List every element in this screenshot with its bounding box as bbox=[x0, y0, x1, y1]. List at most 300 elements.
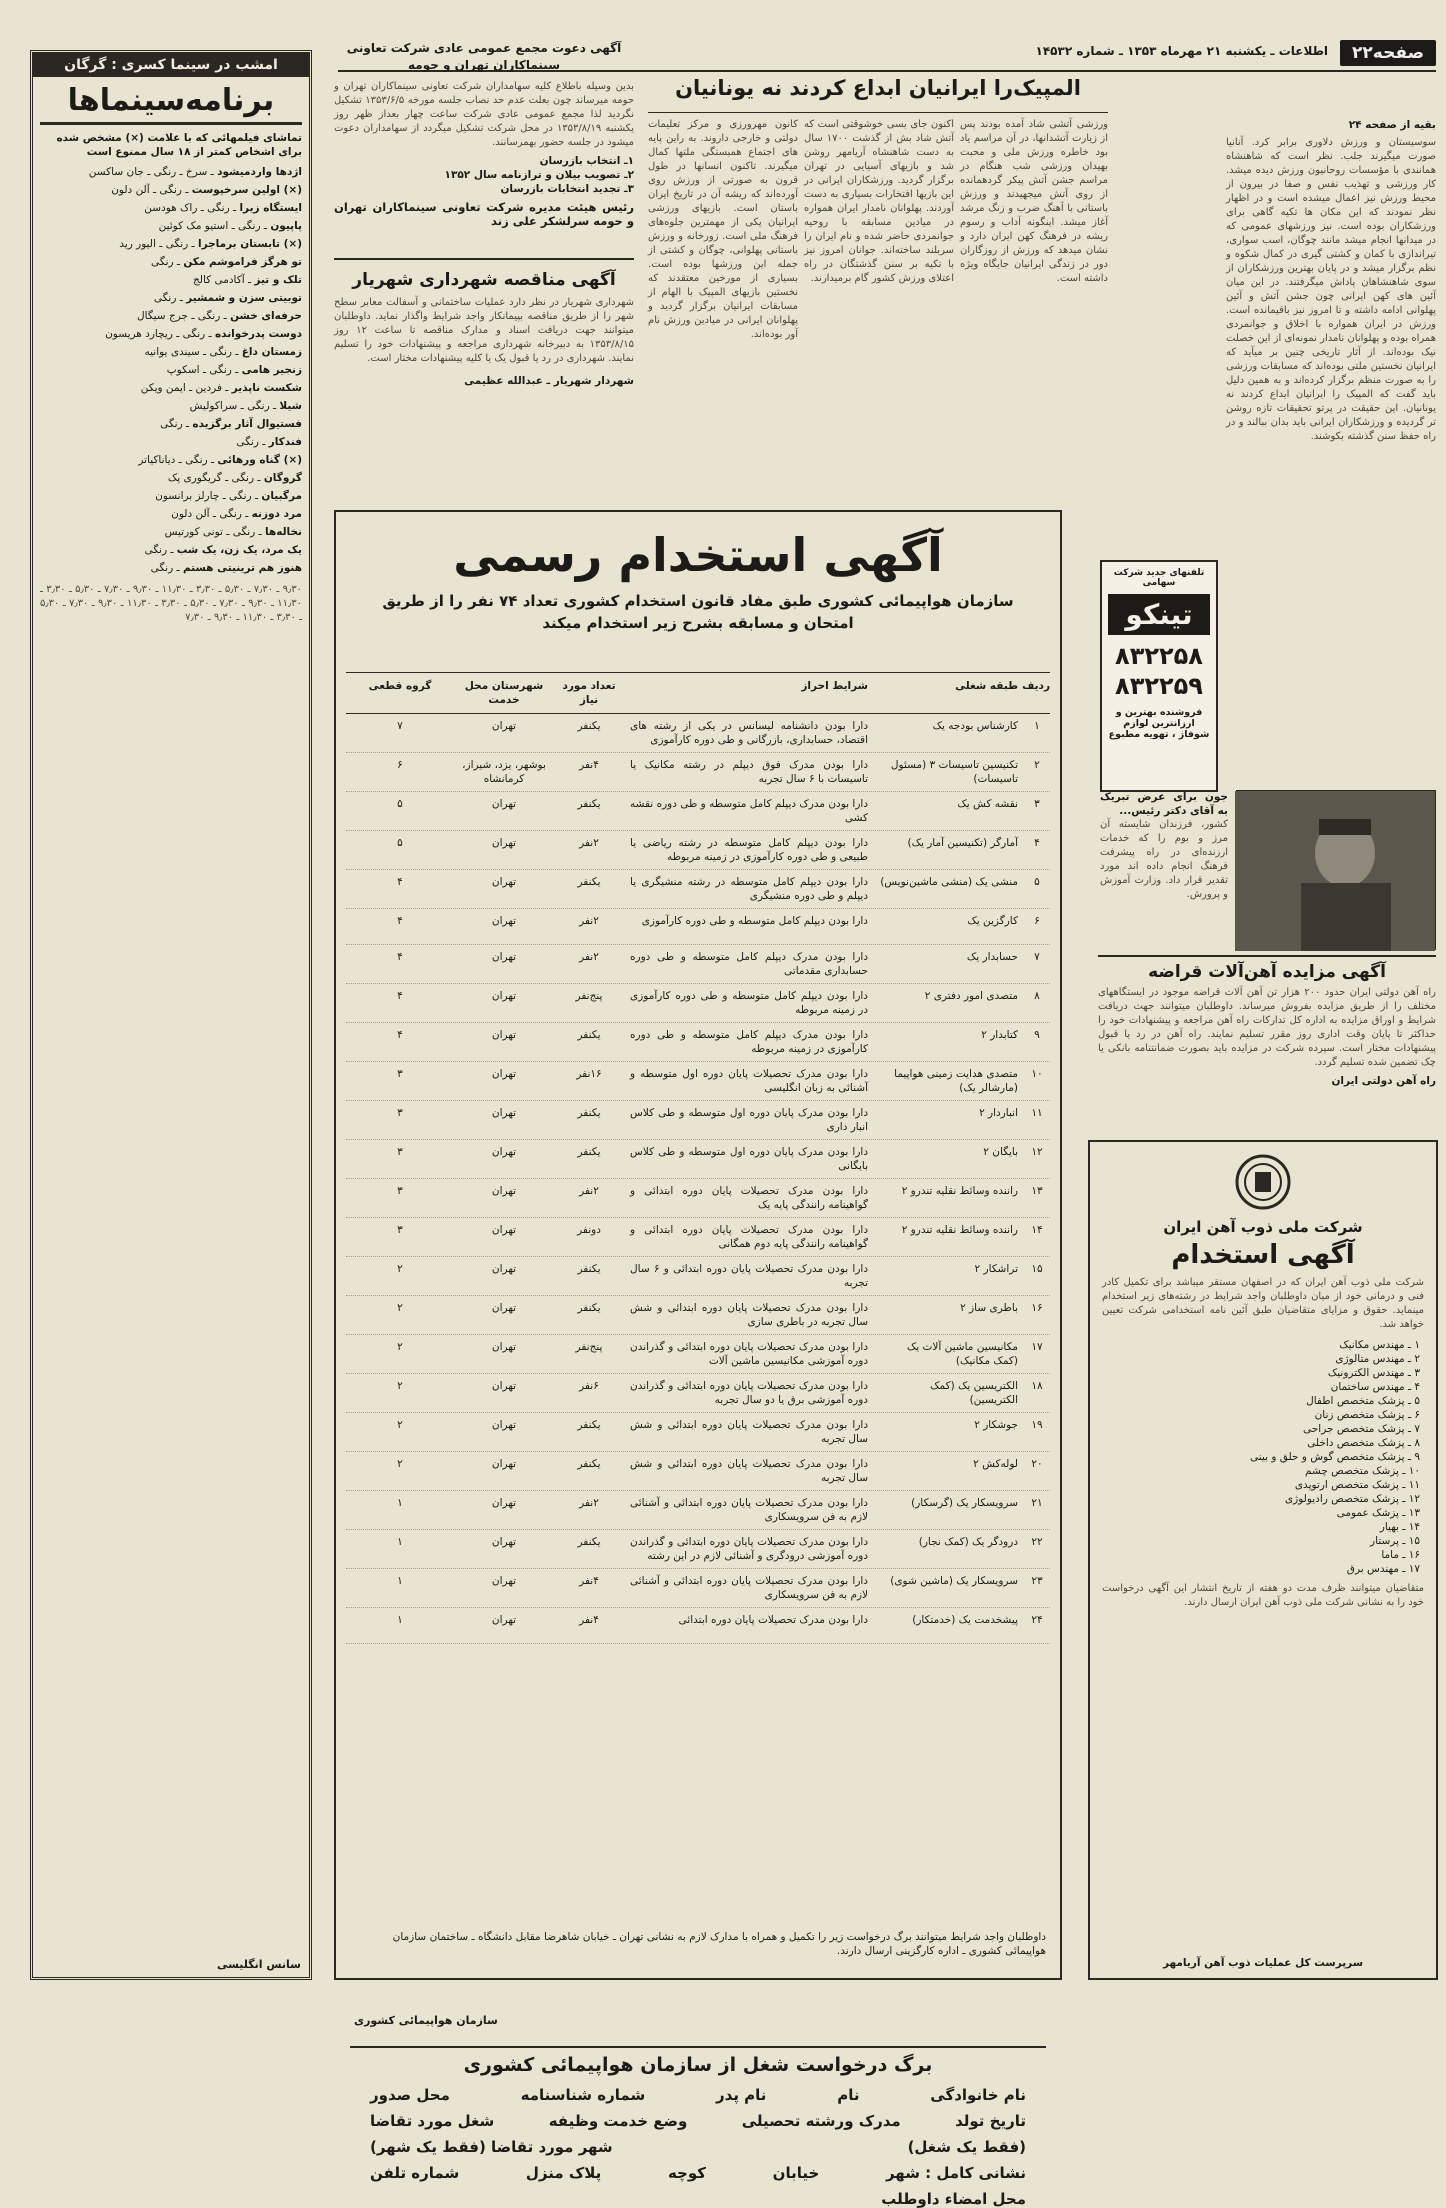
cell-group: ۳ bbox=[397, 1146, 403, 1158]
cell-job-class: کارگزین یک bbox=[967, 915, 1018, 927]
cell-count: ۶نفر bbox=[579, 1380, 599, 1392]
steel-ad-signature: سرپرست کل عملیات ذوب آهن آریامهر bbox=[1162, 1957, 1364, 1969]
cell-city: تهران bbox=[491, 1536, 517, 1548]
film-entry: اژدها واردمیشود ـ سرخ ـ رنگی ـ جان ساکسن bbox=[88, 166, 302, 178]
tender-notice bbox=[334, 264, 634, 504]
list-item: ۹ ـ پزشک متخصص گوش و حلق و بینی bbox=[1250, 1451, 1420, 1463]
cell-count: ۲نفر bbox=[579, 915, 599, 927]
cell-job-class: انباردار ۲ bbox=[979, 1107, 1018, 1119]
steel-company-emblem bbox=[1233, 1152, 1293, 1212]
cell-group: ۴ bbox=[397, 1029, 403, 1041]
cell-job-class: راننده وسائط نقلیه تندرو ۲ bbox=[901, 1185, 1018, 1197]
table-row bbox=[346, 1413, 1050, 1452]
cell-city: تهران bbox=[491, 1341, 517, 1353]
table-row bbox=[346, 945, 1050, 984]
film-detail: رنگی bbox=[236, 436, 259, 448]
form-field-label: شهر مورد تقاضا (فقط یک شهر) bbox=[370, 2138, 613, 2156]
cell-count: ۴نفر bbox=[579, 759, 599, 771]
page-number-badge: صفحه۲۲ bbox=[1340, 40, 1436, 66]
list-item: ۱۱ ـ پزشک متخصص ارتوپدی bbox=[1294, 1479, 1420, 1491]
form-row bbox=[370, 2164, 1026, 2182]
list-item: ۱ ـ مهندس مکانیک bbox=[1339, 1339, 1420, 1351]
cell-group: ۴ bbox=[397, 951, 403, 963]
form-field-label: نام پدر bbox=[716, 2086, 767, 2104]
cell-city: تهران bbox=[491, 1575, 517, 1587]
cinema-intro: تماشای فیلمهائی که با علامت (×) مشخص شده برای اشخاص کمتر از ۱۸ سال ممنوع است bbox=[56, 132, 302, 158]
cinema-footer: سانس انگلیسی bbox=[216, 1958, 301, 1971]
cell-count: یکنفر bbox=[577, 876, 601, 888]
film-entry: فستیوال آثار برگزیده ـ رنگی bbox=[160, 418, 302, 430]
film-title: یک مرد، یک زن، یک شب bbox=[176, 544, 302, 556]
film-detail: رنگی ـ راک هودسن bbox=[144, 202, 230, 214]
cell-count: پنج‌نفر bbox=[575, 1341, 603, 1353]
civil-aviation-employment-ad bbox=[334, 510, 1062, 2208]
continuation-label: بقیه از صفحه ۲۴ bbox=[1348, 119, 1436, 131]
cell-row-number: ۱۳ bbox=[1031, 1185, 1043, 1197]
cell-count: ۲نفر bbox=[579, 1497, 599, 1509]
table-row bbox=[346, 714, 1050, 753]
tender-notice-signature: شهردار شهریار ـ عبدالله عظیمی bbox=[464, 375, 634, 387]
table-row bbox=[346, 1530, 1050, 1569]
film-entry: پاپیون ـ رنگی ـ استیو مک کوئین bbox=[158, 220, 302, 232]
rule bbox=[334, 258, 634, 260]
film-detail: رنگی ـ گریگوری پک bbox=[167, 472, 255, 484]
cell-row-number: ۲۳ bbox=[1031, 1575, 1043, 1587]
tinko-ad-footer: فروشنده بهترین و ارزانترین لوازم شوفاژ ، تهویه مطبوع bbox=[1108, 707, 1210, 740]
cell-job-class: باطری ساز ۲ bbox=[960, 1302, 1018, 1314]
cell-count: یکنفر bbox=[577, 1107, 601, 1119]
film-detail: رنگی ـ استیو مک کوئین bbox=[158, 220, 261, 232]
film-title: مرد دوزنه bbox=[251, 508, 302, 520]
cell-requirements: دارا بودن مدرک تحصیلات پایان دوره ابتدائی و شش سال تجربه bbox=[630, 1419, 868, 1445]
meeting-items bbox=[334, 154, 634, 196]
tender-notice-title: آگهی مناقصه شهرداری شهریار bbox=[352, 270, 616, 290]
main-ad-subtitle: سازمان هواپیمائی کشوری طبق مفاد قانون استخدام کشوری تعداد ۷۴ نفر را از طریق امتحان و مسابقه بشرح زیر استخدام میکند bbox=[382, 592, 1014, 632]
list-item: ۱۷ ـ مهندس برق bbox=[1346, 1563, 1420, 1575]
film-title: (×) اولین سرخپوست bbox=[191, 184, 302, 196]
film-detail: آکادمی کالج bbox=[192, 274, 245, 286]
list-item: ۱۳ ـ پزشک عمومی bbox=[1336, 1507, 1420, 1519]
meeting-agenda-item: ۲ـ تصویب بیلان و ترازنامه سال ۱۳۵۲ bbox=[444, 169, 634, 181]
jobs-table bbox=[346, 672, 1050, 1644]
cell-requirements: دارا بودن مدرک تحصیلات پایان دوره اول متوسطه و آشنائی به زبان انگلیسی bbox=[630, 1068, 868, 1094]
cell-row-number: ۹ bbox=[1034, 1029, 1040, 1041]
main-ad-note: داوطلبان واجد شرایط میتوانند برگ درخواست زیر را تکمیل و همراه با مدارک لازم به نشانی تهران ـ خیابان شاهرضا مقابل دانشگاه ـ ساختمان سازمان هواپیمائی کشوری ـ اداره کارگزینی ارسال دارند. bbox=[392, 1931, 1046, 1957]
meeting-notice bbox=[334, 40, 634, 255]
cell-group: ۳ bbox=[397, 1107, 403, 1119]
film-detail: رنگی ـ ریچارد هریسون bbox=[105, 328, 206, 340]
cell-requirements: دارا بودن مدرک تحصیلات پایان دوره ابتدائی و ۶ سال تجربه bbox=[630, 1263, 868, 1289]
table-row bbox=[346, 1335, 1050, 1374]
cell-count: یکنفر bbox=[577, 1419, 601, 1431]
cinema-title: برنامه‌سینماها bbox=[40, 83, 302, 125]
cell-requirements: دارا بودن مدرک تحصیلات پایان دوره ابتدائی و گواهینامه رانندگی پایه دوم همگانی bbox=[630, 1224, 868, 1250]
list-item: ۷ ـ پزشک متخصص جراحی bbox=[1303, 1423, 1420, 1435]
film-title: هنوز هم ترینیتی هستم bbox=[182, 562, 302, 574]
cell-city: تهران bbox=[491, 1029, 517, 1041]
cell-city: تهران bbox=[491, 1068, 517, 1080]
cell-requirements: دارا بودن مدرک تحصیلات پایان دوره ابتدائی و گذراندن دوره آموزشی مکانیسین ماشین آلات bbox=[630, 1341, 868, 1367]
film-detail: رنگی ـ جرج سیگال bbox=[137, 310, 221, 322]
film-entry: نخاله‌ها ـ رنگی ـ تونی کورتیس bbox=[164, 526, 302, 538]
cell-requirements: دارا بودن مدرک تحصیلات پایان دوره ابتدائی و آشنائی لازم به فن سرویسکاری bbox=[630, 1575, 868, 1601]
cell-group: ۳ bbox=[397, 1224, 403, 1236]
cell-requirements: دارا بودن مدرک پایان دوره اول متوسطه و طی کلاس انبار داری bbox=[630, 1107, 868, 1133]
tinko-brand: تینکو bbox=[1108, 594, 1210, 635]
cell-job-class: متصدی امور دفتری ۲ bbox=[924, 990, 1018, 1002]
main-ad-signature: سازمان هواپیمائی کشوری bbox=[354, 2014, 498, 2027]
cell-row-number: ۲ bbox=[1034, 759, 1040, 771]
cell-job-class: پیشخدمت یک (خدمتکار) bbox=[912, 1614, 1018, 1626]
cell-city: تهران bbox=[491, 915, 517, 927]
cell-count: یکنفر bbox=[577, 1029, 601, 1041]
header-requirements: شرایط احراز bbox=[801, 680, 868, 692]
film-entry: دوست پدرخوانده ـ رنگی ـ ریچارد هریسون bbox=[105, 328, 302, 340]
form-field-label: نام bbox=[837, 2086, 860, 2104]
cell-count: ۲نفر bbox=[579, 837, 599, 849]
cell-group: ۲ bbox=[397, 1263, 403, 1275]
form-field-label: کوچه bbox=[667, 2164, 706, 2182]
cell-group: ۶ bbox=[397, 759, 403, 771]
cell-row-number: ۱۶ bbox=[1031, 1302, 1043, 1314]
header-count: تعداد مورد نیاز bbox=[562, 680, 616, 706]
cell-group: ۵ bbox=[397, 837, 403, 849]
cell-row-number: ۷ bbox=[1034, 951, 1040, 963]
list-item: ۵ ـ پزشک متخصص اطفال bbox=[1306, 1395, 1420, 1407]
main-ad-title: آگهی استخدام رسمی bbox=[453, 528, 943, 582]
header-row-number: ردیف bbox=[1022, 680, 1050, 692]
film-title: فستیوال آثار برگزیده bbox=[192, 418, 302, 430]
cell-requirements: دارا بودن مدرک تحصیلات پایان دوره ابتدائی و گذراندن دوره آموزشی برق یا دو سال تجربه bbox=[630, 1380, 868, 1406]
rule bbox=[1098, 955, 1436, 957]
cell-job-class: نقشه کش یک bbox=[957, 798, 1018, 810]
cell-city: تهران bbox=[491, 1302, 517, 1314]
cell-count: ۴نفر bbox=[579, 1614, 599, 1626]
cell-city: تهران bbox=[491, 1263, 517, 1275]
cell-requirements: دارا بودن مدرک فوق دیپلم در رشته مکانیک یا تاسیسات با ۶ سال تجربه bbox=[630, 759, 868, 785]
list-item: ۸ ـ پزشک متخصص داخلی bbox=[1307, 1437, 1420, 1449]
cell-row-number: ۴ bbox=[1034, 837, 1040, 849]
cell-row-number: ۱۰ bbox=[1031, 1068, 1043, 1080]
table-row bbox=[346, 1569, 1050, 1608]
film-detail: رنگی ـ آلن دلون bbox=[171, 508, 242, 520]
cell-row-number: ۱۸ bbox=[1031, 1380, 1043, 1392]
cinema-programs-box bbox=[30, 50, 312, 1980]
film-entry: (×) گناه ورهائی ـ رنگی ـ دیاناکیاتر bbox=[138, 454, 302, 466]
cell-job-class: کتابدار ۲ bbox=[981, 1029, 1018, 1041]
tinko-phone-1: ۸۳۲۲۵۸ bbox=[1115, 642, 1203, 670]
cell-job-class: سرویسکار یک (گرسکار) bbox=[911, 1497, 1018, 1509]
cell-row-number: ۶ bbox=[1034, 915, 1040, 927]
form-field-label: محل صدور bbox=[370, 2086, 450, 2104]
cell-row-number: ۱۲ bbox=[1031, 1146, 1043, 1158]
table-row bbox=[346, 1218, 1050, 1257]
cell-count: ۲نفر bbox=[579, 951, 599, 963]
steel-company-ad bbox=[1088, 1140, 1438, 1980]
form-row bbox=[370, 2112, 1026, 2130]
film-entry: یک مرد، یک زن، یک شب ـ رنگی bbox=[144, 544, 302, 556]
table-row bbox=[346, 870, 1050, 909]
film-detail: رنگی ـ دیاناکیاتر bbox=[138, 454, 208, 466]
film-title: (×) گناه ورهائی bbox=[217, 454, 302, 466]
olympics-headline-text: المپیک‌را ایرانیان ابداع کردند نه یونانیان bbox=[675, 76, 1081, 100]
cell-job-class: کارشناس بودجه یک bbox=[932, 720, 1018, 732]
cell-row-number: ۱۱ bbox=[1031, 1107, 1043, 1119]
film-title: تلک و تیز bbox=[254, 274, 302, 286]
cell-group: ۲ bbox=[397, 1341, 403, 1353]
cell-requirements: دارا بودن مدرک تحصیلات پایان دوره ابتدائی و گذراندن دوره آموزشی درودگری و آشنائی لازم در این رشته bbox=[630, 1536, 868, 1562]
film-entry: شیلا ـ رنگی ـ سراکولیش bbox=[189, 400, 302, 412]
cell-row-number: ۳ bbox=[1034, 798, 1040, 810]
form-field-label: خیابان bbox=[772, 2164, 820, 2182]
table-row bbox=[346, 1023, 1050, 1062]
cell-row-number: ۱ bbox=[1034, 720, 1040, 732]
railway-ad-body: راه آهن دولتی ایران حدود ۲۰۰ هزار تن آهن آلات قراضه موجود در ایستگاههای مختلف را از طریق مزایده بفروش میرساند. داوطلبان میتوانند جهت دریافت شرایط و اوراق مزایده به اداره کل تدارکات راه آهن مراجعه و پیشنهادات خود را حداکثر تا پایان وقت اداری روز مقرر تسلیم نمایند. راه آهن در رد یا قبول پیشنهادات مختار است. سپرده شرکت در مزایده باید بصورت ضمانتنامه بانکی یا چک تضمین شده تسلیم گردد. bbox=[1098, 987, 1436, 1068]
cell-requirements: دارا بودن مدرک تحصیلات پایان دوره ابتدائی bbox=[678, 1614, 868, 1626]
cell-job-class: مکانیسین ماشین آلات یک (کمک مکانیک) bbox=[906, 1341, 1018, 1367]
portrait-photo bbox=[1235, 791, 1435, 951]
table-row bbox=[346, 984, 1050, 1023]
film-title: شیلا bbox=[279, 400, 302, 412]
cell-group: ۱ bbox=[397, 1497, 403, 1509]
film-entry: مرگبیان ـ رنگی ـ چارلز برانسون bbox=[155, 490, 302, 502]
cell-count: یکنفر bbox=[577, 798, 601, 810]
cell-count: دونفر bbox=[577, 1224, 601, 1236]
cell-requirements: دارا بودن مدرک تحصیلات پایان دوره ابتدائی و آشنائی لازم به فن سرویسکاری bbox=[630, 1497, 868, 1523]
cell-count: یکنفر bbox=[577, 1146, 601, 1158]
tinko-ad bbox=[1100, 560, 1218, 792]
film-title: تو هرگز فراموشم مکن bbox=[183, 256, 302, 268]
photo-caption-body: کشور، فرزندان شایسته آن مرز و بوم را که خدمات ارزنده‌ای در راه پیشرفت فرهنگ انجام داده اند مورد تقدیر قرار داد. وزارت آموزش و پرورش. bbox=[1100, 819, 1228, 900]
form-field-label: شماره تلفن bbox=[370, 2164, 460, 2182]
cell-city: تهران bbox=[491, 798, 517, 810]
film-title: شکست ناپذیر bbox=[231, 382, 302, 394]
film-entry: توبیتی سزن و شمشیر ـ رنگی bbox=[153, 292, 302, 304]
table-row bbox=[346, 1140, 1050, 1179]
table-row bbox=[346, 1296, 1050, 1335]
cell-row-number: ۱۷ bbox=[1031, 1341, 1043, 1353]
cell-city: تهران bbox=[491, 1224, 517, 1236]
olympics-headline bbox=[648, 76, 1108, 110]
form-field-label: تاریخ تولد bbox=[955, 2112, 1026, 2130]
film-title: گروگان bbox=[263, 472, 302, 484]
cell-count: پنج‌نفر bbox=[575, 990, 603, 1002]
film-detail: رنگی ـ آلن دلون bbox=[111, 184, 182, 196]
cell-requirements: دارا بودن دیپلم کامل متوسطه و طی دوره کارآموزی bbox=[641, 915, 868, 927]
masthead-info: اطلاعات ـ یکشنبه ۲۱ مهرماه ۱۳۵۳ ـ شماره ۱۴۵۳۲ bbox=[1035, 44, 1328, 58]
list-item: ۱۶ ـ ماما bbox=[1381, 1549, 1420, 1561]
cell-requirements: دارا بودن دیپلم کامل متوسطه در رشته ریاضی یا طبیعی و طی دوره کارآموزی در زمینه مربوطه bbox=[630, 837, 868, 863]
railway-ad-signature: راه آهن دولتی ایران bbox=[1331, 1075, 1436, 1087]
cell-job-class: درودگر یک (کمک نجار) bbox=[918, 1536, 1018, 1548]
cell-requirements: دارا بودن دانشنامه لیسانس در یکی از رشته های اقتصاد، حسابداری، بازرگانی و طی دوره کارآموزی bbox=[630, 720, 868, 746]
film-detail: رنگی bbox=[153, 292, 177, 304]
form-row bbox=[370, 2190, 1026, 2208]
table-row bbox=[346, 792, 1050, 831]
film-detail: رنگی ـ اسکوپ bbox=[166, 364, 232, 376]
film-title: فندکار bbox=[268, 436, 302, 448]
cell-job-class: لوله‌کش ۲ bbox=[973, 1458, 1018, 1470]
photo-caption: جون برای عرض تبریک به آقای دکتر رئیس... bbox=[1100, 791, 1228, 817]
cell-row-number: ۲۱ bbox=[1031, 1497, 1043, 1509]
list-item: ۲ ـ مهندس متالوژی bbox=[1335, 1353, 1420, 1365]
cell-city: تهران bbox=[491, 1614, 517, 1626]
cell-requirements: دارا بودن مدرک دیپلم کامل متوسطه و طی دوره کارآموزی در زمینه مربوطه bbox=[630, 1029, 868, 1055]
cell-city: تهران bbox=[491, 1107, 517, 1119]
header-group: گروه قطعی bbox=[368, 680, 432, 692]
cell-row-number: ۵ bbox=[1034, 876, 1040, 888]
film-entry: مرد دوزنه ـ رنگی ـ آلن دلون bbox=[171, 508, 302, 520]
cell-group: ۲ bbox=[397, 1419, 403, 1431]
form-field-label: محل امضاء داوطلب bbox=[881, 2190, 1026, 2208]
news-photo bbox=[1236, 790, 1436, 950]
tinko-ad-subtitle: تلفنهای جدید شرکت سهامی bbox=[1113, 568, 1205, 588]
list-item: ۱۰ ـ پزشک متخصص چشم bbox=[1304, 1465, 1420, 1477]
form-row bbox=[370, 2138, 1026, 2156]
cell-job-class: راننده وسائط نقلیه تندرو ۲ bbox=[901, 1224, 1018, 1236]
film-entry: فندکار ـ رنگی bbox=[236, 436, 302, 448]
olympics-continuation bbox=[1226, 118, 1436, 808]
cell-city: تهران bbox=[491, 1419, 517, 1431]
form-field-label: شماره شناسنامه bbox=[520, 2086, 646, 2104]
cell-group: ۳ bbox=[397, 1068, 403, 1080]
table-row bbox=[346, 831, 1050, 870]
tinko-phone-2: ۸۳۲۲۵۹ bbox=[1115, 672, 1203, 700]
cell-group: ۲ bbox=[397, 1302, 403, 1314]
cinema-tonight-banner: امشب در سینما کسری : گرگان bbox=[33, 53, 309, 77]
form-field-label: وضع خدمت وظیفه bbox=[548, 2112, 688, 2130]
film-title: ایستگاه زیرا bbox=[239, 202, 302, 214]
railway-ad-title: آگهی مزایده آهن‌آلات قراضه bbox=[1148, 962, 1386, 982]
cell-city: تهران bbox=[491, 837, 517, 849]
film-schedule-filler: ۹٫۳۰ ـ ۷٫۳۰ ـ ۵٫۳۰ ـ ۳٫۳۰ ـ ۱۱٫۳۰ ـ ۹٫۳۰ ـ ۷٫۳۰ ـ ۵٫۳۰ ـ ۳٫۳۰ ـ ۱۱٫۳۰ ـ ۹٫۳۰ ـ ۷٫۳۰ ـ ۵٫۳۰ ـ ۳٫۳۰ ـ ۱۱٫۳۰ ـ ۹٫۳۰ ـ ۷٫۳۰ ـ ۵٫۳۰ ـ ۳٫۳۰ ـ ۱۱٫۳۰ ـ ۹٫۳۰ ـ ۷٫۳۰ bbox=[40, 584, 302, 623]
film-title: پاپیون bbox=[270, 220, 302, 232]
cell-count: ۴نفر bbox=[579, 1575, 599, 1587]
cell-count: یکنفر bbox=[577, 1458, 601, 1470]
film-entry: تو هرگز فراموشم مکن ـ رنگی bbox=[151, 256, 302, 268]
form-field-label: نام خانوادگی bbox=[930, 2086, 1026, 2104]
cell-city: تهران bbox=[491, 1458, 517, 1470]
table-row bbox=[346, 1062, 1050, 1101]
cell-count: یکنفر bbox=[577, 1302, 601, 1314]
cell-job-class: حسابدار یک bbox=[966, 951, 1018, 963]
film-title: زمستان داغ bbox=[241, 346, 302, 358]
cell-row-number: ۸ bbox=[1034, 990, 1040, 1002]
cell-group: ۱ bbox=[397, 1614, 403, 1626]
table-row bbox=[346, 1491, 1050, 1530]
film-entry: (×) اولین سرخپوست ـ رنگی ـ آلن دلون bbox=[111, 184, 302, 196]
film-detail: رنگی ـ تونی کورتیس bbox=[164, 526, 256, 538]
steel-company-name: شرکت ملی ذوب آهن ایران bbox=[1163, 1218, 1363, 1236]
film-detail: رنگی ـ الیور رید bbox=[119, 238, 189, 250]
steel-ad-title: آگهی استخدام bbox=[1171, 1240, 1355, 1270]
list-item: ۳ ـ مهندس الکترونیک bbox=[1327, 1367, 1420, 1379]
film-detail: رنگی ـ سیندی یوانیه bbox=[144, 346, 232, 358]
cell-city: تهران bbox=[491, 876, 517, 888]
form-row bbox=[370, 2086, 1026, 2104]
film-title: دوست پدرخوانده bbox=[214, 328, 302, 340]
steel-ad-intro: شرکت ملی ذوب آهن ایران که در اصفهان مستقر میباشد برای تکمیل کادر فنی و درمانی خود از میان داوطلبان واجد شرایط در رشته‌های زیر استخدام مینماید. حقوق و مزایای متقاضیان طبق آئین نامه استخدامی شرکت تعیین خواهد شد. bbox=[1102, 1277, 1424, 1330]
meeting-notice-title: آگهی دعوت مجمع عمومی عادی شرکت تعاونی سینماکاران تهران و حومه bbox=[346, 41, 622, 72]
cell-requirements: دارا بودن مدرک دیپلم کامل متوسطه و طی دوره نقشه کشی bbox=[630, 798, 868, 824]
rule bbox=[648, 112, 1108, 113]
film-entry: تلک و تیز ـ آکادمی کالج bbox=[192, 274, 302, 286]
table-row bbox=[346, 753, 1050, 792]
jobs-table-header bbox=[346, 672, 1050, 714]
list-item: ۶ ـ پزشک متخصص زنان bbox=[1314, 1409, 1420, 1421]
table-row bbox=[346, 1179, 1050, 1218]
meeting-agenda-item: ۳ـ تجدید انتخابات بازرسان bbox=[500, 183, 634, 195]
cell-count: ۲نفر bbox=[579, 1185, 599, 1197]
film-title: نخاله‌ها bbox=[265, 526, 302, 538]
olympics-body-col-2: اکنون جای بسی خوشوقتی است که آتش شاد بش از گذشت ۱۷۰۰ سال به دست شاهنشاه آریامهر روشن شد و بازیهای آسیایی در تهران برگزار گردید. ورزشکاران ایرانی در این بازیها افتخارات بسیاری به دست آوردند. پهلوانان نامدار ایران همواره در میادین مسابقه با روحیه جوانمردی حاضر شده و نام ایران را سربلند ساخته‌اند. جوانان امروز نیز با تکیه بر سنن گذشتگان در راه اعتلای ورزش کشور گام برمیدارند. bbox=[804, 119, 955, 284]
meeting-notice-body: بدین وسیله باطلاع کلیه سهامداران شرکت تعاونی سینماکاران تهران و حومه میرساند چون بعلت عدم حد نصاب جلسه مورخه ۱۳۵۳/۶/۵ تشکیل نگردید لذا مجمع عمومی عادی شرکت ساعت چهار بعداز ظهر روز یکشنبه ۱۳۵۳/۸/۱۹ در محل شرکت تشکیل میگردد از سهامداران دعوت میشود در جلسه حضور بهمرسانند. bbox=[334, 81, 634, 148]
cell-city: تهران bbox=[491, 1497, 517, 1509]
film-entry: شکست ناپذیر ـ فردین ـ ایمن ویکن bbox=[140, 382, 302, 394]
cell-job-class: بایگان ۲ bbox=[983, 1146, 1018, 1158]
film-entry: زمستان داغ ـ رنگی ـ سیندی یوانیه bbox=[144, 346, 302, 358]
cell-row-number: ۱۹ bbox=[1031, 1419, 1043, 1431]
film-entry: ایستگاه زیرا ـ رنگی ـ راک هودسن bbox=[144, 202, 302, 214]
cell-city: بوشهر، یزد، شیراز، کرمانشاه bbox=[462, 759, 546, 785]
cell-requirements: دارا بودن مدرک دیپلم کامل متوسطه و طی دوره حسابداری مقدماتی bbox=[630, 951, 868, 977]
photo-caption-block bbox=[1100, 790, 1228, 950]
steel-ad-closing: متقاضیان میتوانند ظرف مدت دو هفته از تاریخ انتشار این آگهی درخواست خود را به نشانی شرکت ملی ذوب آهن ایران ارسال دارند. bbox=[1102, 1583, 1424, 1608]
application-form-fields bbox=[350, 2086, 1046, 2208]
film-entry: گروگان ـ رنگی ـ گریگوری پک bbox=[167, 472, 302, 484]
continuation-body: سوسیستان و ورزش دلاوری برابر کرد. آنانیا صورت میگیرند جلب. نظر است که شاهنشاه همانندی با مؤسسات روحانیون ورزش دیده میشد. کار ورزشی و تهذیب نفس و صفا در بیرون از محیط ورزش نیز اعمال میشده است و در اظهار نظر نمودند که این مکان ها تکیه گاهی برای ورزشکاران بوده است. نیز ورزشهای عمومی که در میدانها انجام میشد مانند چوگان، اسب سواری، تیراندازی با کمان و کشتی گیری در کمال شکوه و نظم برگزار میشد و در پایان بهترین ورزشکاران از سوی شاهنشاهان پاداش میگرفتند. در این میان آئین های کهن ایرانی چون جشن آتش و آئین پهلوانی ادامه داشته و تا امروز نیز باقیمانده است. ورزش در ایران همواره با اخلاق و جوانمردی همراه بوده و پهلوانان نامدار نمونه‌ای از این خصلت نیک بوده‌اند. از آثار تاریخی چنین بر میآید که ایرانیان نخستین ملتی بوده‌اند که مسابقات ورزشی را به صورت منظم برگزار کرده‌اند و به همین دلیل باید گفت که المپیک را ایرانیان ابداع کردند نه یونانیان. این حقیقت در پرتو تحقیقات تازه روشن تر گردیده و ورزشکاران ایرانی باید بدان ببالند و در راه حفظ سنن گذشته بکوشند. bbox=[1226, 137, 1436, 442]
list-item: ۱۵ ـ پرستار bbox=[1370, 1535, 1420, 1547]
form-field-label: پلاک منزل bbox=[525, 2164, 602, 2182]
cell-row-number: ۱۵ bbox=[1031, 1263, 1043, 1275]
cell-requirements: دارا بودن مدرک تحصیلات پایان دوره ابتدائی و شش سال تجربه bbox=[630, 1458, 868, 1484]
cell-group: ۱ bbox=[397, 1575, 403, 1587]
film-title: زنجیر هامی bbox=[241, 364, 302, 376]
table-row bbox=[346, 1257, 1050, 1296]
cell-city: تهران bbox=[491, 720, 517, 732]
table-row bbox=[346, 1374, 1050, 1413]
cell-count: یکنفر bbox=[577, 1536, 601, 1548]
form-field-label: شغل مورد تقاضا bbox=[370, 2112, 495, 2130]
table-row bbox=[346, 1608, 1050, 1644]
film-detail: رنگی ـ چارلز برانسون bbox=[155, 490, 252, 502]
jobs-table-body bbox=[346, 714, 1050, 1644]
cell-group: ۵ bbox=[397, 798, 403, 810]
cell-job-class: جوشکار ۲ bbox=[974, 1419, 1018, 1431]
film-entry: زنجیر هامی ـ رنگی ـ اسکوپ bbox=[166, 364, 302, 376]
form-field-label: نشانی کامل : شهر bbox=[885, 2164, 1026, 2182]
cell-job-class: سرویسکار یک (ماشین شوی) bbox=[890, 1575, 1018, 1587]
cell-group: ۴ bbox=[397, 990, 403, 1002]
cell-count: یکنفر bbox=[577, 1263, 601, 1275]
cell-requirements: دارا بودن مدرک پایان دوره اول متوسطه و طی کلاس بایگانی bbox=[630, 1146, 868, 1172]
olympics-body-col-1: کانون مهرورزی و مرکز تعلیمات دولتی و خارجی داروند. به راین پایه های اجتماع همبستگی ملتها کمال میگیرند. تاکنون انسانها در طول قرون به صورتی از ورزش روی آورده‌اند که ریشه آن در تاریخ ایران باستان است. بازیهای ورزشی ایرانیان یکی از مهمترین جلوه‌های فرهنگ ملی است. زورخانه و ورزش باستانی پهلوانی، چوگان و کشتی از جمله این ورزشها بوده است. بسیاری از مورخین معتقدند که نخستین بازیهای المپیک با الهام از مسابقات ایرانیان برگزار گردید و پهلوانان ایرانی در میادین ورزش نام آور بوده‌اند. bbox=[648, 119, 798, 340]
film-detail: رنگی bbox=[144, 544, 168, 556]
cell-city: تهران bbox=[491, 951, 517, 963]
cell-job-class: تراشکار ۲ bbox=[974, 1263, 1018, 1275]
tender-notice-body: شهرداری شهریار در نظر دارد عملیات ساختمانی و آسفالت معابر سطح شهر را از طریق مناقصه بپیمانکار واجد شرایط واگذار نماید. داوطلبان میتوانند جهت دریافت اسناد و مدارک مناقصه تا ساعت ۱۲ روز ۱۳۵۳/۸/۱۵ به دبیرخانه شهرداری مراجعه و پیشنهادات خود را تسلیم نمایند. شهرداری در رد یا قبول یک یا کلیه پیشنهادات مختار است. bbox=[334, 297, 634, 364]
cell-job-class: منشی یک (منشی ماشین‌نویس) bbox=[880, 876, 1018, 888]
film-detail: رنگی ـ سراکولیش bbox=[189, 400, 270, 412]
cell-count: یکنفر bbox=[577, 720, 601, 732]
cell-group: ۳ bbox=[397, 1185, 403, 1197]
cell-requirements: دارا بودن مدرک تحصیلات پایان دوره ابتدائی و گواهینامه رانندگی پایه یک bbox=[630, 1185, 868, 1211]
cell-row-number: ۱۴ bbox=[1031, 1224, 1043, 1236]
cell-job-class: متصدی هدایت زمینی هواپیما (مارشالر یک) bbox=[894, 1068, 1018, 1094]
film-detail: فردین ـ ایمن ویکن bbox=[140, 382, 222, 394]
cell-job-class: الکتریسین یک (کمک الکتریسین) bbox=[930, 1380, 1018, 1406]
cell-group: ۴ bbox=[397, 915, 403, 927]
